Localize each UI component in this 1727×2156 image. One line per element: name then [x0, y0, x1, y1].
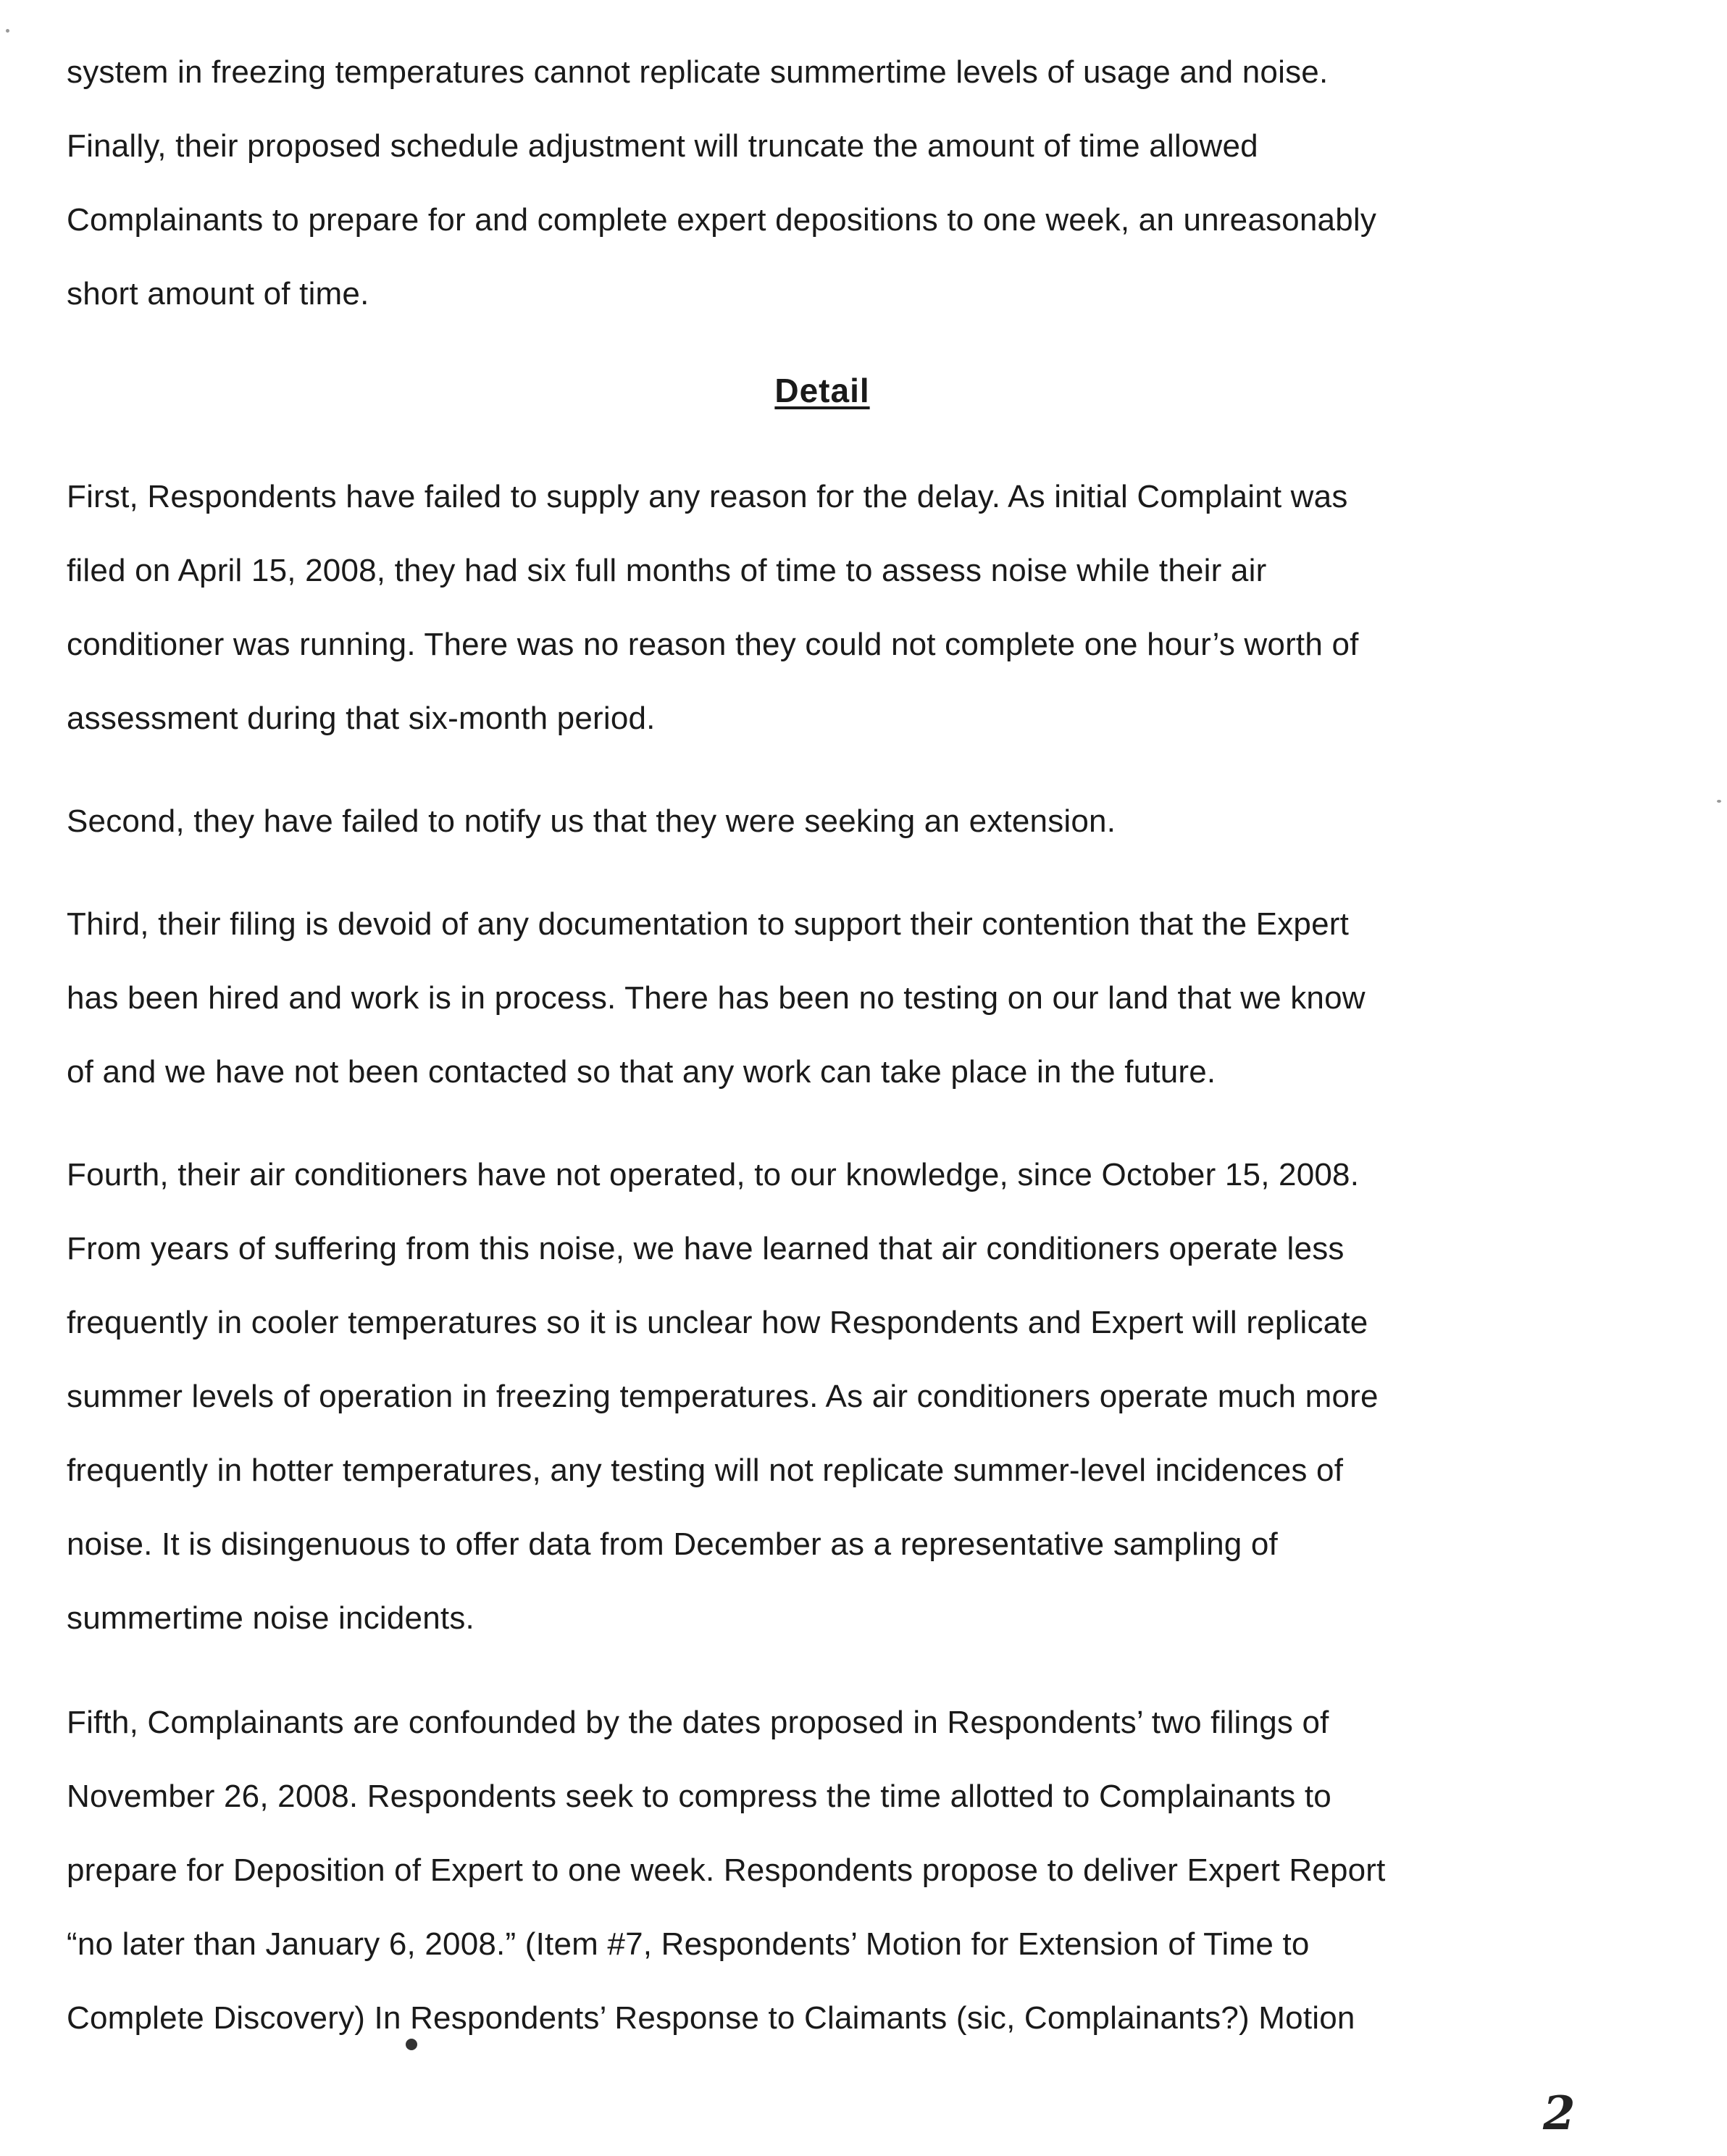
intro-line: Finally, their proposed schedule adjustment will truncate the amount of time allowed	[67, 128, 1258, 164]
paragraph-first-line: assessment during that six-month period.	[67, 701, 656, 736]
scan-speck	[1717, 800, 1721, 803]
paragraph-fourth-line: summertime noise incidents.	[67, 1600, 474, 1636]
paragraph-fifth-line: Complete Discovery) In Respondents’ Response to Claimants (sic, Complainants?) Motion	[67, 2000, 1355, 2036]
paragraph-third-line: Third, their filing is devoid of any documentation to support their contention that the Expert	[67, 906, 1350, 942]
page-number: 2	[1543, 2086, 1576, 2141]
paragraph-first-line: filed on April 15, 2008, they had six full months of time to assess noise while their air	[67, 553, 1267, 588]
section-heading: Detail	[774, 372, 870, 409]
intro-line: short amount of time.	[67, 276, 369, 312]
paragraph-fifth-line: prepare for Deposition of Expert to one week. Respondents propose to deliver Expert Report	[67, 1852, 1386, 1888]
paragraph-fifth-line: Fifth, Complainants are confounded by the dates proposed in Respondents’ two filings of	[67, 1705, 1329, 1740]
paragraph-fourth-line: Fourth, their air conditioners have not operated, to our knowledge, since October 15, 2008.	[67, 1157, 1360, 1192]
paragraph-third-line: of and we have not been contacted so that any work can take place in the future.	[67, 1054, 1216, 1090]
intro-line: system in freezing temperatures cannot replicate summertime levels of usage and noise.	[67, 54, 1329, 90]
scan-speck	[6, 29, 9, 33]
paragraph-fourth-line: noise. It is disingenuous to offer data from December as a representative sampling of	[67, 1526, 1278, 1562]
ink-mark	[406, 2039, 417, 2050]
intro-line: Complainants to prepare for and complete expert depositions to one week, an unreasonably	[67, 202, 1377, 238]
paragraph-fourth-line: From years of suffering from this noise, we have learned that air conditioners operate less	[67, 1231, 1345, 1266]
paragraph-fifth-line: November 26, 2008. Respondents seek to compress the time allotted to Complainants to	[67, 1779, 1331, 1814]
paragraph-fourth-line: summer levels of operation in freezing temperatures. As air conditioners operate much more	[67, 1379, 1379, 1414]
paragraph-first-line: conditioner was running. There was no reason they could not complete one hour’s worth of	[67, 627, 1359, 662]
paragraph-first-line: First, Respondents have failed to supply any reason for the delay. As initial Complaint was	[67, 479, 1348, 514]
paragraph-fifth-line: “no later than January 6, 2008.” (Item #7, Respondents’ Motion for Extension of Time to	[67, 1926, 1310, 1962]
paragraph-second-line: Second, they have failed to notify us that they were seeking an extension.	[67, 803, 1116, 839]
paragraph-fourth-line: frequently in cooler temperatures so it is unclear how Respondents and Expert will replicate	[67, 1305, 1368, 1340]
paragraph-third-line: has been hired and work is in process. There has been no testing on our land that we know	[67, 980, 1366, 1016]
paragraph-fourth-line: frequently in hotter temperatures, any testing will not replicate summer-level incidences of	[67, 1453, 1344, 1488]
